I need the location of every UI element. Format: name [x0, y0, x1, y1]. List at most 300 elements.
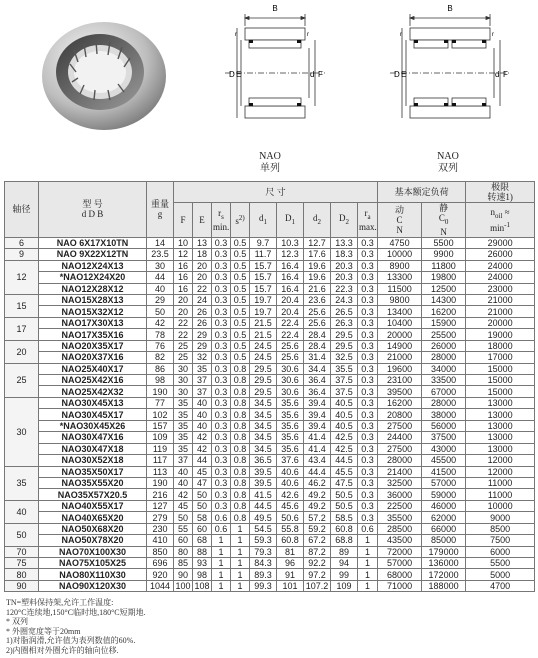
value-cell-n: 13000 [466, 432, 535, 443]
model-cell: NAO30X47X18 [39, 443, 147, 454]
value-cell-C: 22500 [378, 500, 422, 511]
value-cell-E: 26 [193, 306, 212, 317]
value-cell-ra: 1 [358, 569, 378, 580]
value-cell-d1: 15.7 [250, 272, 277, 283]
dim-e-label: E [236, 70, 242, 79]
value-cell-F: 40 [174, 477, 193, 488]
value-cell-D1: 35.6 [277, 443, 304, 454]
footnote: 120°C连续地,150°C临时地,180°C短期地. [6, 607, 146, 617]
value-cell-rs: 0.3 [212, 397, 231, 408]
value-cell-C0: 67000 [422, 386, 466, 397]
value-cell-C0: 14300 [422, 294, 466, 305]
shaft-cell: 35 [5, 466, 39, 500]
value-cell-E: 37 [193, 375, 212, 386]
value-cell-s: 0.5 [231, 272, 250, 283]
value-cell-D2: 50.5 [331, 500, 358, 511]
value-cell-n: 23000 [466, 283, 535, 294]
value-cell-E: 40 [193, 397, 212, 408]
value-cell-D2: 40.5 [331, 420, 358, 431]
value-cell-D1: 35.6 [277, 397, 304, 408]
value-cell-C0: 41500 [422, 466, 466, 477]
value-cell-E: 45 [193, 466, 212, 477]
table-row [5, 329, 535, 340]
table-row [5, 523, 535, 534]
value-cell-ra: 1 [358, 535, 378, 546]
value-cell-w: 157 [147, 420, 174, 431]
table-row [5, 340, 535, 351]
value-cell-n: 9000 [466, 512, 535, 523]
value-cell-C0: 188000 [422, 580, 466, 591]
value-cell-n: 21000 [466, 294, 535, 305]
header-rs-label: r [218, 208, 222, 218]
value-cell-ra: 0.3 [358, 306, 378, 317]
value-cell-d1: 34.5 [250, 397, 277, 408]
value-cell-ra: 0.3 [358, 409, 378, 420]
value-cell-D1: 35.6 [277, 409, 304, 420]
value-cell-C: 16200 [378, 397, 422, 408]
value-cell-C0: 5500 [422, 237, 466, 248]
value-cell-n: 4700 [466, 580, 535, 591]
model-cell: NAO25X40X17 [39, 363, 147, 374]
value-cell-rs: 0.3 [212, 489, 231, 500]
value-cell-rs: 0.3 [212, 443, 231, 454]
header-ra-max: max. [359, 221, 377, 232]
shaft-cell: 70 [5, 546, 39, 557]
value-cell-D1: 16.4 [277, 283, 304, 294]
value-cell-n: 17000 [466, 352, 535, 363]
model-cell: NAO 6X17X10TN [39, 237, 147, 248]
value-cell-C: 11500 [378, 283, 422, 294]
value-cell-C: 19600 [378, 363, 422, 374]
header-D2-label: D [339, 213, 346, 223]
value-cell-d1: 79.3 [250, 546, 277, 557]
value-cell-w: 76 [147, 340, 174, 351]
value-cell-D1: 16.4 [277, 260, 304, 271]
value-cell-n: 12000 [466, 466, 535, 477]
table-row [5, 249, 535, 260]
table-row [5, 466, 535, 477]
value-cell-E: 26 [193, 317, 212, 328]
value-cell-d1: 24.5 [250, 352, 277, 363]
header-d2 [304, 203, 331, 238]
table-row [5, 363, 535, 374]
value-cell-D2: 37.5 [331, 386, 358, 397]
shaft-cell: 90 [5, 580, 39, 591]
dim-d-inner-label: d [495, 70, 500, 79]
header-speed-approx: ≈ [504, 206, 510, 217]
value-cell-E: 24 [193, 294, 212, 305]
footnote: 1)对脂润滑,允许值为表列数值的60%. [6, 636, 136, 646]
header-rs-min: min. [213, 221, 230, 232]
dim-d-inner-label: d [310, 70, 315, 79]
value-cell-w: 190 [147, 386, 174, 397]
value-cell-D1: 81 [277, 546, 304, 557]
value-cell-C0: 26000 [422, 340, 466, 351]
value-cell-n: 11000 [466, 477, 535, 488]
value-cell-d2: 39.4 [304, 409, 331, 420]
value-cell-d1: 36.5 [250, 455, 277, 466]
table-row [5, 283, 535, 294]
value-cell-D2: 45.5 [331, 466, 358, 477]
value-cell-E: 68 [193, 535, 212, 546]
value-cell-E: 40 [193, 409, 212, 420]
value-cell-rs: 0.3 [212, 363, 231, 374]
value-cell-E: 42 [193, 443, 212, 454]
value-cell-F: 35 [174, 443, 193, 454]
value-cell-rs: 1 [212, 558, 231, 569]
double-row-sub: 双列 [438, 163, 458, 174]
model-cell: NAO30X45X17 [39, 409, 147, 420]
value-cell-n: 12000 [466, 455, 535, 466]
value-cell-D2: 50.5 [331, 489, 358, 500]
value-cell-D1: 35.6 [277, 432, 304, 443]
value-cell-s: 0.8 [231, 466, 250, 477]
model-cell: NAO50X68X20 [39, 523, 147, 534]
dim-rs-label: r [235, 32, 237, 38]
value-cell-d1: 89.3 [250, 569, 277, 580]
value-cell-s: 0.8 [231, 455, 250, 466]
value-cell-ra: 1 [358, 580, 378, 591]
value-cell-ra: 0.3 [358, 260, 378, 271]
value-cell-E: 29 [193, 329, 212, 340]
value-cell-d1: 19.7 [250, 294, 277, 305]
value-cell-C: 68000 [378, 569, 422, 580]
value-cell-s: 0.8 [231, 432, 250, 443]
value-cell-D1: 30.6 [277, 386, 304, 397]
value-cell-D2: 20.3 [331, 272, 358, 283]
dim-rs-label: r [307, 32, 309, 38]
model-cell: NAO15X32X12 [39, 306, 147, 317]
value-cell-D2: 89 [331, 546, 358, 557]
value-cell-C: 57000 [378, 558, 422, 569]
value-cell-w: 113 [147, 466, 174, 477]
header-D2 [331, 203, 358, 238]
value-cell-D1: 30.6 [277, 375, 304, 386]
value-cell-C: 9800 [378, 294, 422, 305]
table-row [5, 477, 535, 488]
value-cell-C: 28000 [378, 455, 422, 466]
value-cell-F: 16 [174, 283, 193, 294]
value-cell-D2: 47.5 [331, 477, 358, 488]
header-E: E [193, 203, 212, 238]
value-cell-rs: 0.3 [212, 317, 231, 328]
value-cell-D1: 25.6 [277, 340, 304, 351]
value-cell-w: 102 [147, 409, 174, 420]
value-cell-C: 13400 [378, 306, 422, 317]
value-cell-d2: 19.6 [304, 260, 331, 271]
model-cell: NAO20X37X16 [39, 352, 147, 363]
value-cell-C: 10400 [378, 317, 422, 328]
value-cell-C0: 15900 [422, 317, 466, 328]
value-cell-d2: 28.4 [304, 340, 331, 351]
value-cell-C0: 136000 [422, 558, 466, 569]
header-ra-label: r [364, 208, 368, 218]
value-cell-D1: 22.4 [277, 317, 304, 328]
single-row-name: NAO [259, 151, 281, 162]
value-cell-n: 18000 [466, 340, 535, 351]
value-cell-D2: 40.5 [331, 397, 358, 408]
value-cell-D1: 40.6 [277, 466, 304, 477]
value-cell-rs: 0.3 [212, 477, 231, 488]
value-cell-C: 71000 [378, 580, 422, 591]
value-cell-C: 72000 [378, 546, 422, 557]
value-cell-s: 0.8 [231, 500, 250, 511]
model-cell: *NAO12X24X20 [39, 272, 147, 283]
model-cell: NAO75X105X25 [39, 558, 147, 569]
value-cell-F: 25 [174, 352, 193, 363]
value-cell-d1: 29.5 [250, 363, 277, 374]
value-cell-d2: 87.2 [304, 546, 331, 557]
value-cell-rs: 0.3 [212, 466, 231, 477]
dim-f-label: F [318, 70, 323, 79]
table-row [5, 546, 535, 557]
header-speed [466, 182, 535, 203]
value-cell-C0: 33500 [422, 375, 466, 386]
value-cell-s: 0.8 [231, 386, 250, 397]
value-cell-n: 10000 [466, 500, 535, 511]
value-cell-C0: 172000 [422, 569, 466, 580]
model-cell: NAO12X28X12 [39, 283, 147, 294]
value-cell-n: 6000 [466, 546, 535, 557]
value-cell-s: 0.5 [231, 237, 250, 248]
value-cell-C: 14900 [378, 340, 422, 351]
value-cell-ra: 0.6 [358, 523, 378, 534]
value-cell-D2: 26.5 [331, 306, 358, 317]
value-cell-E: 42 [193, 432, 212, 443]
value-cell-w: 78 [147, 329, 174, 340]
value-cell-E: 29 [193, 340, 212, 351]
value-cell-rs: 0.3 [212, 432, 231, 443]
shaft-cell: 20 [5, 340, 39, 363]
value-cell-ra: 0.3 [358, 237, 378, 248]
value-cell-ra: 0.3 [358, 466, 378, 477]
value-cell-rs: 0.3 [212, 386, 231, 397]
value-cell-rs: 0.3 [212, 352, 231, 363]
value-cell-C: 43500 [378, 535, 422, 546]
value-cell-F: 30 [174, 375, 193, 386]
value-cell-C0: 59000 [422, 489, 466, 500]
value-cell-E: 37 [193, 386, 212, 397]
shaft-cell: 75 [5, 558, 39, 569]
value-cell-d2: 25.6 [304, 306, 331, 317]
value-cell-C: 32500 [378, 477, 422, 488]
value-cell-d1: 39.5 [250, 477, 277, 488]
value-cell-D2: 68.8 [331, 535, 358, 546]
value-cell-D1: 12.3 [277, 249, 304, 260]
dim-rs-label: r [492, 32, 494, 38]
value-cell-C: 8900 [378, 260, 422, 271]
value-cell-F: 80 [174, 546, 193, 557]
value-cell-n: 11000 [466, 489, 535, 500]
header-dynamic-n: N [396, 224, 403, 235]
value-cell-w: 82 [147, 352, 174, 363]
value-cell-C0: 9900 [422, 249, 466, 260]
header-d1 [250, 203, 277, 238]
model-cell: NAO 9X22X12TN [39, 249, 147, 260]
value-cell-w: 920 [147, 569, 174, 580]
value-cell-F: 55 [174, 523, 193, 534]
value-cell-D1: 20.4 [277, 306, 304, 317]
model-cell: NAO25X42X16 [39, 375, 147, 386]
value-cell-rs: 1 [212, 535, 231, 546]
shaft-cell: 80 [5, 569, 39, 580]
value-cell-w: 850 [147, 546, 174, 557]
value-cell-F: 90 [174, 569, 193, 580]
shaft-cell: 6 [5, 237, 39, 248]
header-speed-n-sub: oil [495, 211, 503, 220]
value-cell-F: 22 [174, 317, 193, 328]
value-cell-C0: 28000 [422, 352, 466, 363]
value-cell-F: 35 [174, 397, 193, 408]
value-cell-rs: 0.3 [212, 500, 231, 511]
value-cell-F: 45 [174, 500, 193, 511]
value-cell-F: 16 [174, 272, 193, 283]
value-cell-w: 1044 [147, 580, 174, 591]
value-cell-rs: 0.3 [212, 294, 231, 305]
header-static-c: C [438, 213, 445, 223]
header-ra [358, 203, 378, 238]
value-cell-E: 44 [193, 455, 212, 466]
value-cell-C: 10000 [378, 249, 422, 260]
value-cell-C: 27500 [378, 443, 422, 454]
header-s-label: s [235, 216, 239, 227]
value-cell-C0: 56000 [422, 420, 466, 431]
model-cell: NAO30X47X16 [39, 432, 147, 443]
bearing-spec-table [4, 181, 535, 592]
value-cell-s: 0.8 [231, 489, 250, 500]
bearing-photo [24, 14, 174, 134]
header-d2-sub: 2 [317, 217, 321, 226]
value-cell-d1: 84.3 [250, 558, 277, 569]
value-cell-ra: 1 [358, 546, 378, 557]
value-cell-D1: 37.6 [277, 455, 304, 466]
header-weight [147, 182, 174, 238]
model-cell: NAO30X45X13 [39, 397, 147, 408]
model-cell: NAO35X55X20 [39, 477, 147, 488]
header-speed-unit-sup: -1 [504, 221, 510, 230]
value-cell-rs: 0.3 [212, 260, 231, 271]
value-cell-rs: 0.3 [212, 455, 231, 466]
value-cell-rs: 0.3 [212, 249, 231, 260]
value-cell-w: 98 [147, 375, 174, 386]
value-cell-D1: 101 [277, 580, 304, 591]
value-cell-rs: 0.3 [212, 237, 231, 248]
value-cell-E: 58 [193, 512, 212, 523]
value-cell-s: 0.8 [231, 409, 250, 420]
value-cell-F: 22 [174, 329, 193, 340]
header-d2-label: d [313, 213, 318, 223]
header-dynamic [378, 203, 422, 238]
value-cell-D1: 91 [277, 569, 304, 580]
value-cell-ra: 0.3 [358, 340, 378, 351]
value-cell-D2: 99 [331, 569, 358, 580]
value-cell-n: 24000 [466, 260, 535, 271]
value-cell-d2: 39.4 [304, 397, 331, 408]
header-D1-label: D [285, 213, 292, 223]
value-cell-E: 93 [193, 558, 212, 569]
value-cell-rs: 1 [212, 569, 231, 580]
model-cell: NAO80X110X30 [39, 569, 147, 580]
value-cell-C: 4750 [378, 237, 422, 248]
dim-d-outer-label: D [229, 70, 235, 79]
value-cell-d1: 29.5 [250, 375, 277, 386]
value-cell-F: 30 [174, 363, 193, 374]
table-row [5, 535, 535, 546]
value-cell-n: 26000 [466, 249, 535, 260]
value-cell-D1: 30.6 [277, 363, 304, 374]
value-cell-ra: 0.3 [358, 352, 378, 363]
value-cell-d2: 67.2 [304, 535, 331, 546]
value-cell-E: 50 [193, 500, 212, 511]
value-cell-rs: 0.6 [212, 512, 231, 523]
dim-f-label: F [503, 70, 508, 79]
header-D1-sub: 1 [291, 217, 295, 226]
value-cell-d1: 15.7 [250, 260, 277, 271]
value-cell-s: 1 [231, 546, 250, 557]
value-cell-C0: 12500 [422, 283, 466, 294]
shaft-cell: 50 [5, 523, 39, 546]
value-cell-s: 1 [231, 580, 250, 591]
value-cell-w: 40 [147, 283, 174, 294]
value-cell-n: 20000 [466, 317, 535, 328]
shaft-cell: 40 [5, 500, 39, 523]
value-cell-s: 0.5 [231, 260, 250, 271]
value-cell-n: 21000 [466, 306, 535, 317]
value-cell-F: 42 [174, 489, 193, 500]
value-cell-C: 23100 [378, 375, 422, 386]
value-cell-D2: 18.3 [331, 249, 358, 260]
double-row-drawing [380, 0, 515, 150]
value-cell-C: 39500 [378, 386, 422, 397]
model-cell: NAO50X78X20 [39, 535, 147, 546]
value-cell-d1: 29.5 [250, 386, 277, 397]
value-cell-d2: 49.2 [304, 489, 331, 500]
value-cell-d2: 23.6 [304, 294, 331, 305]
value-cell-D1: 16.4 [277, 272, 304, 283]
value-cell-ra: 0.3 [358, 432, 378, 443]
value-cell-C0: 19800 [422, 272, 466, 283]
value-cell-w: 44 [147, 272, 174, 283]
header-speed-unit-label: min [490, 223, 505, 234]
header-dims: 尺 寸 [174, 182, 378, 203]
header-weight-label: 重量 [150, 199, 169, 210]
value-cell-w: 50 [147, 306, 174, 317]
value-cell-s: 0.5 [231, 317, 250, 328]
table-row [5, 443, 535, 454]
dim-rs-label: r [400, 32, 402, 38]
value-cell-rs: 0.3 [212, 340, 231, 351]
value-cell-d1: 34.5 [250, 443, 277, 454]
dim-e-label: E [401, 70, 407, 79]
model-cell: NAO35X50X17 [39, 466, 147, 477]
value-cell-d1: 54.5 [250, 523, 277, 534]
value-cell-C: 20000 [378, 329, 422, 340]
table-row [5, 260, 535, 271]
value-cell-d2: 28.4 [304, 329, 331, 340]
value-cell-s: 0.8 [231, 477, 250, 488]
value-cell-rs: 0.3 [212, 409, 231, 420]
shaft-cell: 30 [5, 397, 39, 466]
value-cell-D1: 96 [277, 558, 304, 569]
value-cell-w: 127 [147, 500, 174, 511]
value-cell-ra: 0.3 [358, 272, 378, 283]
value-cell-D1: 40.6 [277, 477, 304, 488]
value-cell-E: 20 [193, 272, 212, 283]
value-cell-C: 28500 [378, 523, 422, 534]
value-cell-F: 35 [174, 420, 193, 431]
single-row-sub: 单列 [260, 163, 280, 174]
value-cell-ra: 0.3 [358, 397, 378, 408]
